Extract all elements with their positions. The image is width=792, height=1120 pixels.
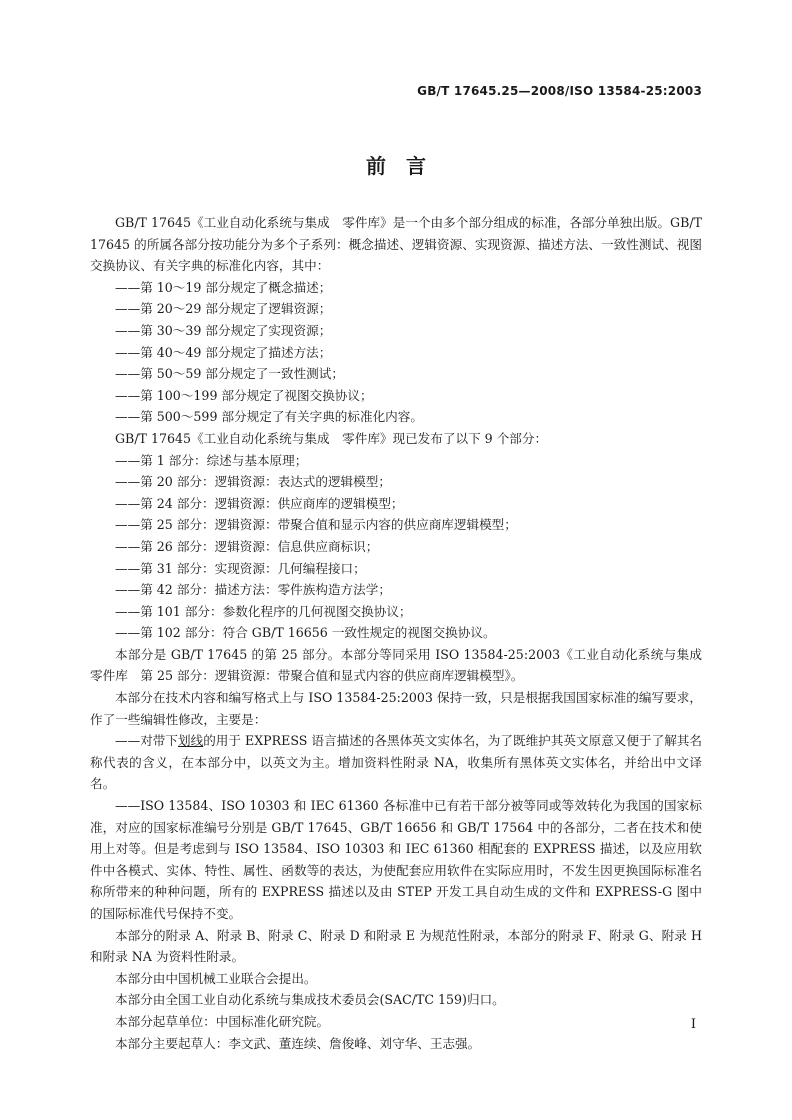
part-item: ——第 101 部分：参数化程序的几何视图交换协议； (115, 603, 412, 619)
drafting-unit: 本部分起草单位：中国标准化研究院。 (115, 1013, 330, 1029)
part-item: ——第 31 部分：实现资源：几何编程接口； (115, 560, 366, 576)
series-item: ——第 500～599 部分规定了有关字典的标准化内容。 (115, 409, 423, 425)
intro-paragraph: GB/T 17645《工业自动化系统与集成 零件库》是一个由多个部分组成的标准，各部分单独出版。GB/T 17645 的所属各部分按功能分为多个子系列：概念描述、逻辑资源、实现资源、描述方法、一致性测试、视图交换协议、有关字典的标准化内容，其中： (90, 215, 702, 274)
part-item: ——第 25 部分：逻辑资源：带聚合值和显示内容的供应商库逻辑模型； (115, 517, 517, 533)
part-item: ——第 102 部分：符合 GB/T 16656 一致性规定的视图交换协议。 (115, 625, 496, 641)
part-item: ——第 26 部分：逻辑资源：信息供应商标识； (115, 538, 379, 554)
part-item: ——第 1 部分：综述与基本原理； (115, 452, 308, 468)
page-number: I (690, 1017, 696, 1032)
part-item: ——第 24 部分：逻辑资源：供应商库的逻辑模型； (115, 495, 404, 511)
drafters: 本部分主要起草人：李文武、董连续、詹俊峰、刘守华、王志强。 (115, 1035, 481, 1051)
series-item: ——第 40～49 部分规定了描述方法； (115, 344, 332, 360)
change-text: 的用于 EXPRESS 语言描述的各黑体英文实体名，为了既维护其英文原意又便于了解其名称代表的含义，在本部分中，以英文为主。增加资料性附录 NA，收集所有黑体英文实体名，并给出中文译名。 (90, 733, 702, 792)
modification-paragraph: 本部分在技术内容和编写格式上与 ISO 13584-25:2003 保持一致，只是根据我国国家标准的编写要求，作了一些编辑性修改，主要是： (90, 690, 702, 727)
change-item-underline (90, 730, 702, 795)
page-title: 前 言 (366, 154, 426, 178)
series-item: ——第 10～19 部分规定了概念描述； (115, 279, 332, 295)
part-item: ——第 42 部分：描述方法：零件族构造方法学； (115, 582, 391, 598)
annexes-paragraph: 本部分的附录 A、附录 B、附录 C、附录 D 和附录 E 为规范性附录，本部分的附录 F、附录 G、附录 H 和附录 NA 为资料性附录。 (90, 927, 702, 965)
foreword-body (90, 212, 715, 1054)
series-item: ——第 50～59 部分规定了一致性测试； (115, 366, 344, 382)
adoption-paragraph: 本部分是 GB/T 17645 的第 25 部分。本部分等同采用 ISO 13584-25:2003《工业自动化系统与集成 零件库 第 25 部分：逻辑资源：带聚合值和显式内容的供应商库逻辑模型》。 (90, 646, 715, 684)
change-item-codes: ——ISO 13584、ISO 10303 和 IEC 61360 各标准中已有若干部分被等同或等效转化为我国的国家标准，对应的国家标准编号分别是 GB/T 17645、GB/T 16656 和 GB/T 17564 中的各部分，二者在技术和使用上对等。但是考虑到与 ISO 13584、ISO 10303 和 IEC 61360 相配套的 EXPRESS 描述，以及应用软件中各模式、实体、特性、属性、函数等的表达，为使配套应用软件在实际应用时，不发生因更换国际标准名称所带来的种种问题，所有的 EXPRESS 描述以及由 STEP 开发工具自动生成的文件和 EXPRESS-G 图中的国际标准代号保持不变。 (90, 798, 702, 921)
series-item: ——第 100～199 部分规定了视图交换协议； (115, 387, 373, 403)
part-item: ——第 20 部分：逻辑资源：表达式的逻辑模型； (115, 474, 391, 490)
series-item: ——第 30～39 部分规定了实现资源； (115, 322, 332, 338)
change-prefix: ——对带下 (115, 733, 178, 749)
centralized-by: 本部分由全国工业自动化系统与集成技术委员会(SAC/TC 159)归口。 (115, 992, 505, 1008)
proposed-by: 本部分由中国机械工业联合会提出。 (115, 970, 317, 986)
underlined-word: 划线 (178, 733, 204, 749)
standard-code: GB/T 17645.25—2008/ISO 13584-25:2003 (417, 84, 702, 98)
published-parts-intro: GB/T 17645《工业自动化系统与集成 零件库》现已发布了以下 9 个部分： (115, 430, 548, 446)
series-item: ——第 20～29 部分规定了逻辑资源； (115, 301, 332, 317)
